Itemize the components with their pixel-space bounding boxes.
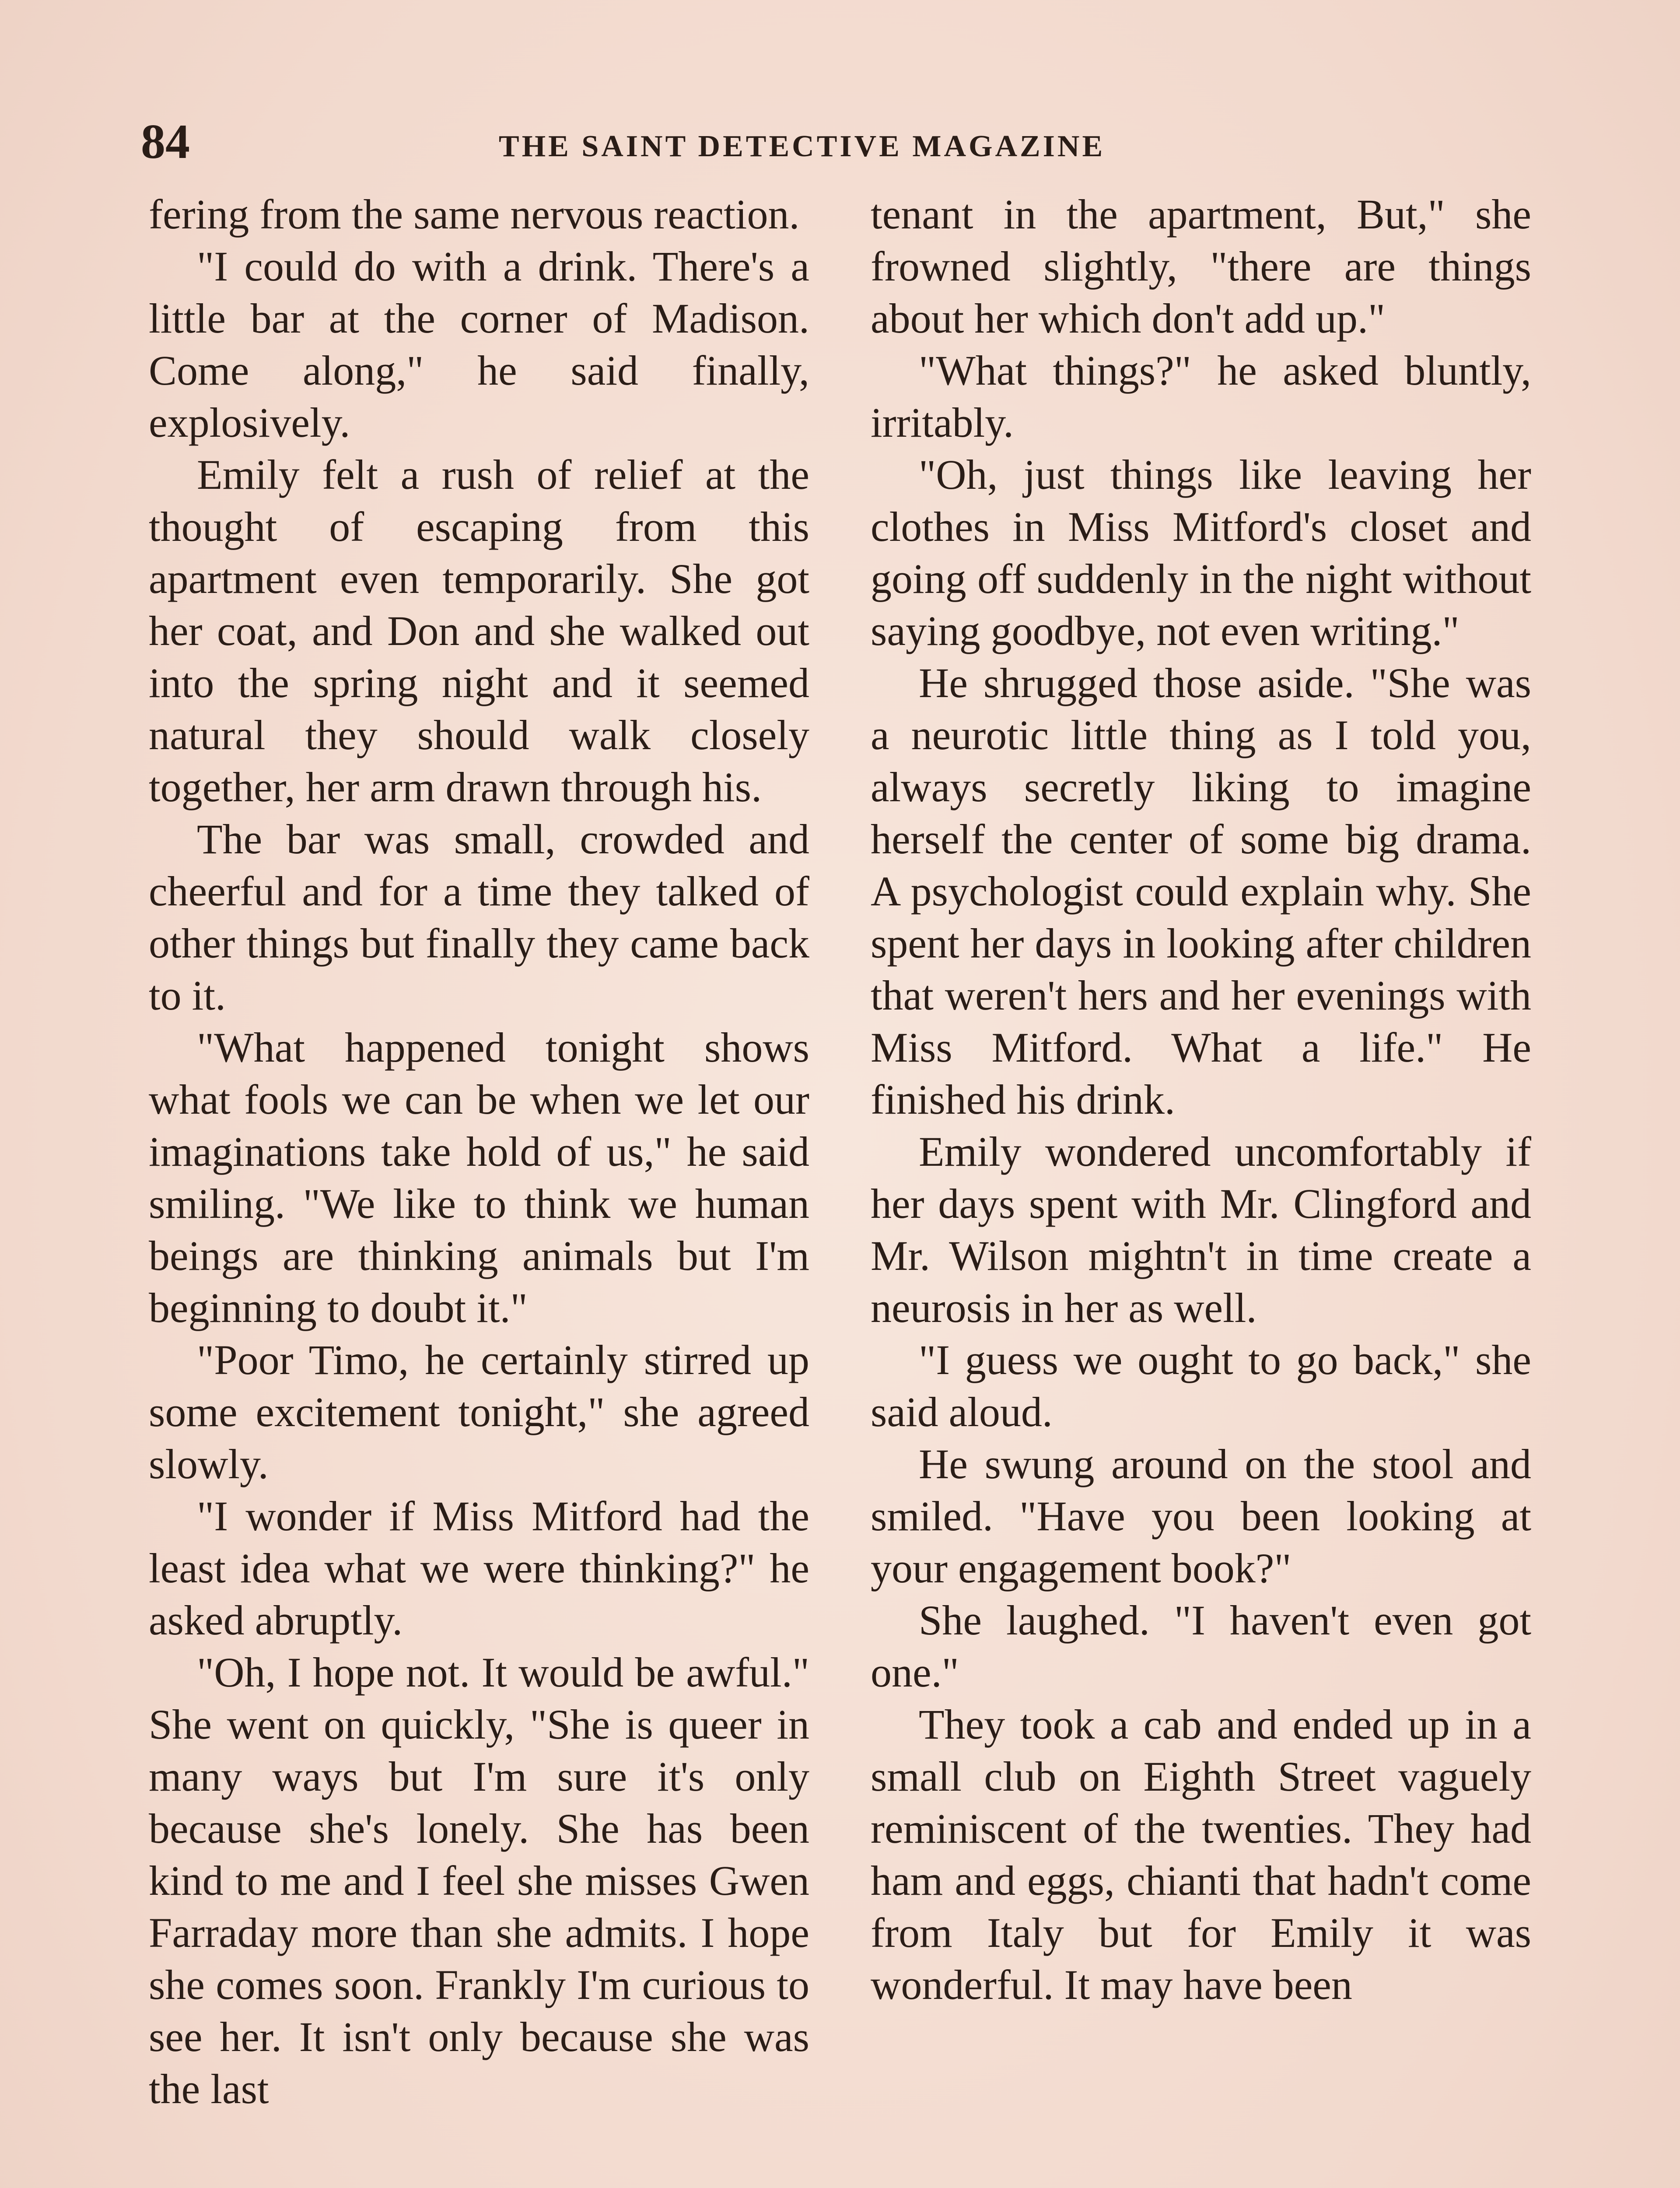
paragraph: Emily wondered uncomfortably if her days spent with Mr. Clingford and Mr. Wilson mightn't in time create a neurosis in her as well.	[871, 1128, 1531, 1331]
paragraph: "Poor Timo, he certainly stirred up some excitement tonight," she agreed slowly.	[149, 1336, 809, 1487]
paragraph: "I could do with a drink. There's a little bar at the corner of Madison. Come along," he said finally, explosively.	[149, 243, 809, 446]
paragraph: "Oh, I hope not. It would be awful." She went on quickly, "She is queer in many ways but I'm sure it's only because she's lonely. She has been kind to me and I feel she misses Gwen Farraday more than she admits. I hope she comes soon. Frankly I'm curious to see her. It isn't only because she was the last	[149, 1649, 809, 2112]
paragraph: fering from the same nervous reaction.	[149, 191, 800, 238]
paragraph: "I wonder if Miss Mitford had the least idea what we were thinking?" he asked abruptly.	[149, 1493, 809, 1644]
paragraph: He shrugged those aside. "She was a neurotic little thing as I told you, always secretly liking to imagine herself the center of some big drama. A psychologist could explain why. She spent her days in looking after children that weren't hers and her evenings with Miss Mitford. What a life." He finished his drink.	[871, 659, 1531, 1123]
paragraph: She laughed. "I haven't even got one."	[871, 1597, 1531, 1696]
paragraph: "Oh, just things like leaving her clothes in Miss Mitford's closet and going off suddenly in the night without saying goodbye, not even writing."	[871, 451, 1531, 654]
page-number: 84	[141, 115, 190, 169]
running-title: THE SAINT DETECTIVE MAGAZINE	[499, 130, 1106, 163]
paragraph: The bar was small, crowded and cheerful and for a time they talked of other things but finally they came back to it.	[149, 816, 809, 1019]
paragraph: They took a cab and ended up in a small club on Eighth Street vaguely reminiscent of the twenties. They had ham and eggs, chianti that hadn't come from Italy but for Emily it was wonderful. It may have been	[871, 1701, 1531, 2008]
paragraph: tenant in the apartment, But," she frowned slightly, "there are things about her which don't add up."	[871, 191, 1531, 342]
paragraph: He swung around on the stool and smiled. "Have you been looking at your engagement book?"	[871, 1441, 1531, 1592]
paragraph: Emily felt a rush of relief at the thought of escaping from this apartment even temporarily. She got her coat, and Don and she walked out into the spring night and it seemed natural they should walk closely together, her arm drawn through his.	[149, 451, 809, 810]
paragraph: "What happened tonight shows what fools we can be when we let our imaginations take hold of us," he said smiling. "We like to think we human beings are thinking animals but I'm beginning to doubt it."	[149, 1024, 809, 1331]
left-column	[149, 188, 809, 2115]
right-column	[871, 188, 1531, 2011]
paragraph: "What things?" he asked bluntly, irritably.	[871, 347, 1531, 446]
paragraph: "I guess we ought to go back," she said aloud.	[871, 1336, 1531, 1435]
